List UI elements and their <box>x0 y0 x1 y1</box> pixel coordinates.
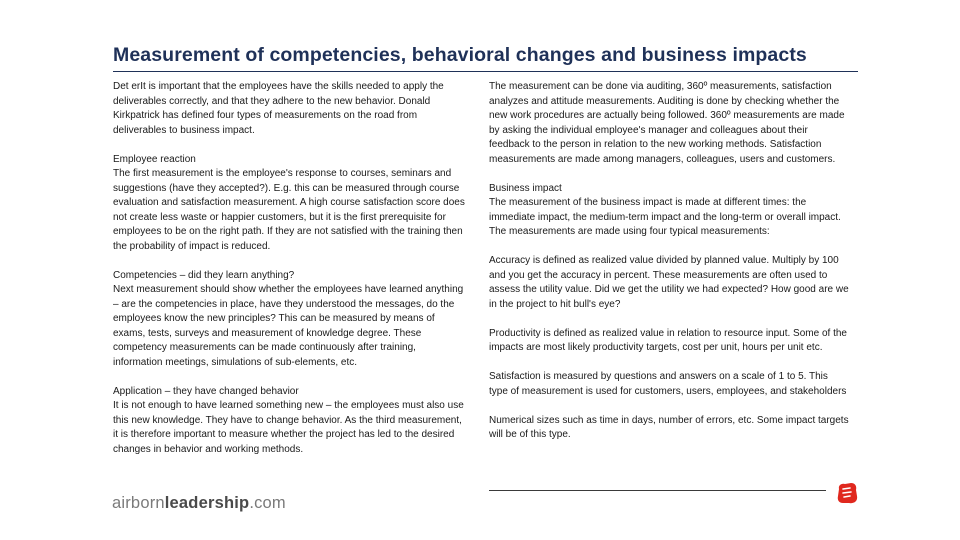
page-title: Measurement of competencies, behavioral changes and business impacts <box>113 44 807 66</box>
measure-term: Numerical sizes <box>489 414 560 426</box>
measurement-methods-paragraph: The measurement can be done via auditing, 360º measurements, satisfaction analyzes and attitude measurements. Auditing is done by checking whether the new work procedures are actually being followed. 360º measurements are made by asking the individual employee's manager and colleagues about their feedback to the person in relation to the new working methods. Satisfaction measurements are made among managers, colleagues, users and customers. <box>489 81 845 165</box>
section-competencies <box>113 269 468 371</box>
section-body: The measurement of the business impact is made at different times: the immediate impact, the medium-term impact and the long-term or overall impact. The measurements are made using four typical measurements: <box>489 197 841 237</box>
right-column <box>489 80 849 457</box>
company-logo <box>112 494 286 516</box>
section-heading: Competencies – did they learn anything? <box>113 269 295 281</box>
title-divider <box>113 71 858 72</box>
section-employee-reaction <box>113 153 468 255</box>
measure-text: is measured by questions and answers on a scale of 1 to 5. This type of measurement is used for customers, users, employees, and stakeholders <box>489 371 847 397</box>
measure-term: Satisfaction <box>489 371 541 382</box>
logo-part-leadership: leadership <box>164 494 250 512</box>
section-heading: Business impact <box>489 182 562 194</box>
footer-divider <box>489 490 826 491</box>
section-heading: Application – they have changed behavior <box>113 385 299 397</box>
section-body: Next measurement should show whether the employees have learned anything – are the competencies in place, have they understood the messages, do the employees know the new principles? This can be measured by means of exams, tests, surveys and measurement of knowledge degree. These competency measurements can be made continuously after training, information meetings, simulations of sub-elements, etc. <box>113 284 464 368</box>
section-application <box>113 385 468 458</box>
intro-paragraph: Det erIt is important that the employees have the skills needed to apply the deliverables correctly, and that they adhere to the new behavior. Donald Kirkpatrick has defined four types of measurements on the road from deliverables to business impact. <box>113 81 444 136</box>
measure-text: such as time in days, number of errors, etc. Some impact targets will be of this type. <box>489 414 849 440</box>
measure-term: Accuracy <box>489 255 531 266</box>
section-body: It is not enough to have learned something new – the employees must also use this new knowledge. They have to change behavior. As the third measurement, it is therefore important to measure whether the project has led to the desired changes in behavior and working methods. <box>113 400 464 455</box>
left-column <box>113 80 468 472</box>
measure-satisfaction <box>489 370 849 399</box>
section-body: The first measurement is the employee's response to courses, seminars and suggestions (have they accepted?). E.g. this can be measured through course evaluation and satisfaction measurement. A high course satisfaction score does not create less waste or happier customers, but it is the first prerequisite for employees to be on the right path. If they are not satisfied with the training then the probability of impact is reduced. <box>113 168 465 252</box>
measure-productivity <box>489 327 849 356</box>
logo-part-airborn: airborn <box>112 494 165 512</box>
measure-text: is defined as realized value in relation to resource input. Some of the impacts are most likely productivity targets, cost per unit, hours per unit etc. <box>489 327 847 353</box>
section-business-impact <box>489 182 849 240</box>
logo-part-domain: .com <box>249 494 286 512</box>
measure-accuracy <box>489 254 849 312</box>
brand-badge-icon <box>834 480 860 506</box>
section-heading: Employee reaction <box>113 153 196 165</box>
measure-term: Productivity <box>489 327 541 339</box>
measure-numerical-sizes <box>489 414 849 443</box>
measure-text: is defined as realized value divided by planned value. Multiply by 100 and you get the accuracy in percent. These measurements are often used to assess the utility value. Did we get the utility we had expected? How good are we in the project to hit bull's eye? <box>489 255 849 310</box>
